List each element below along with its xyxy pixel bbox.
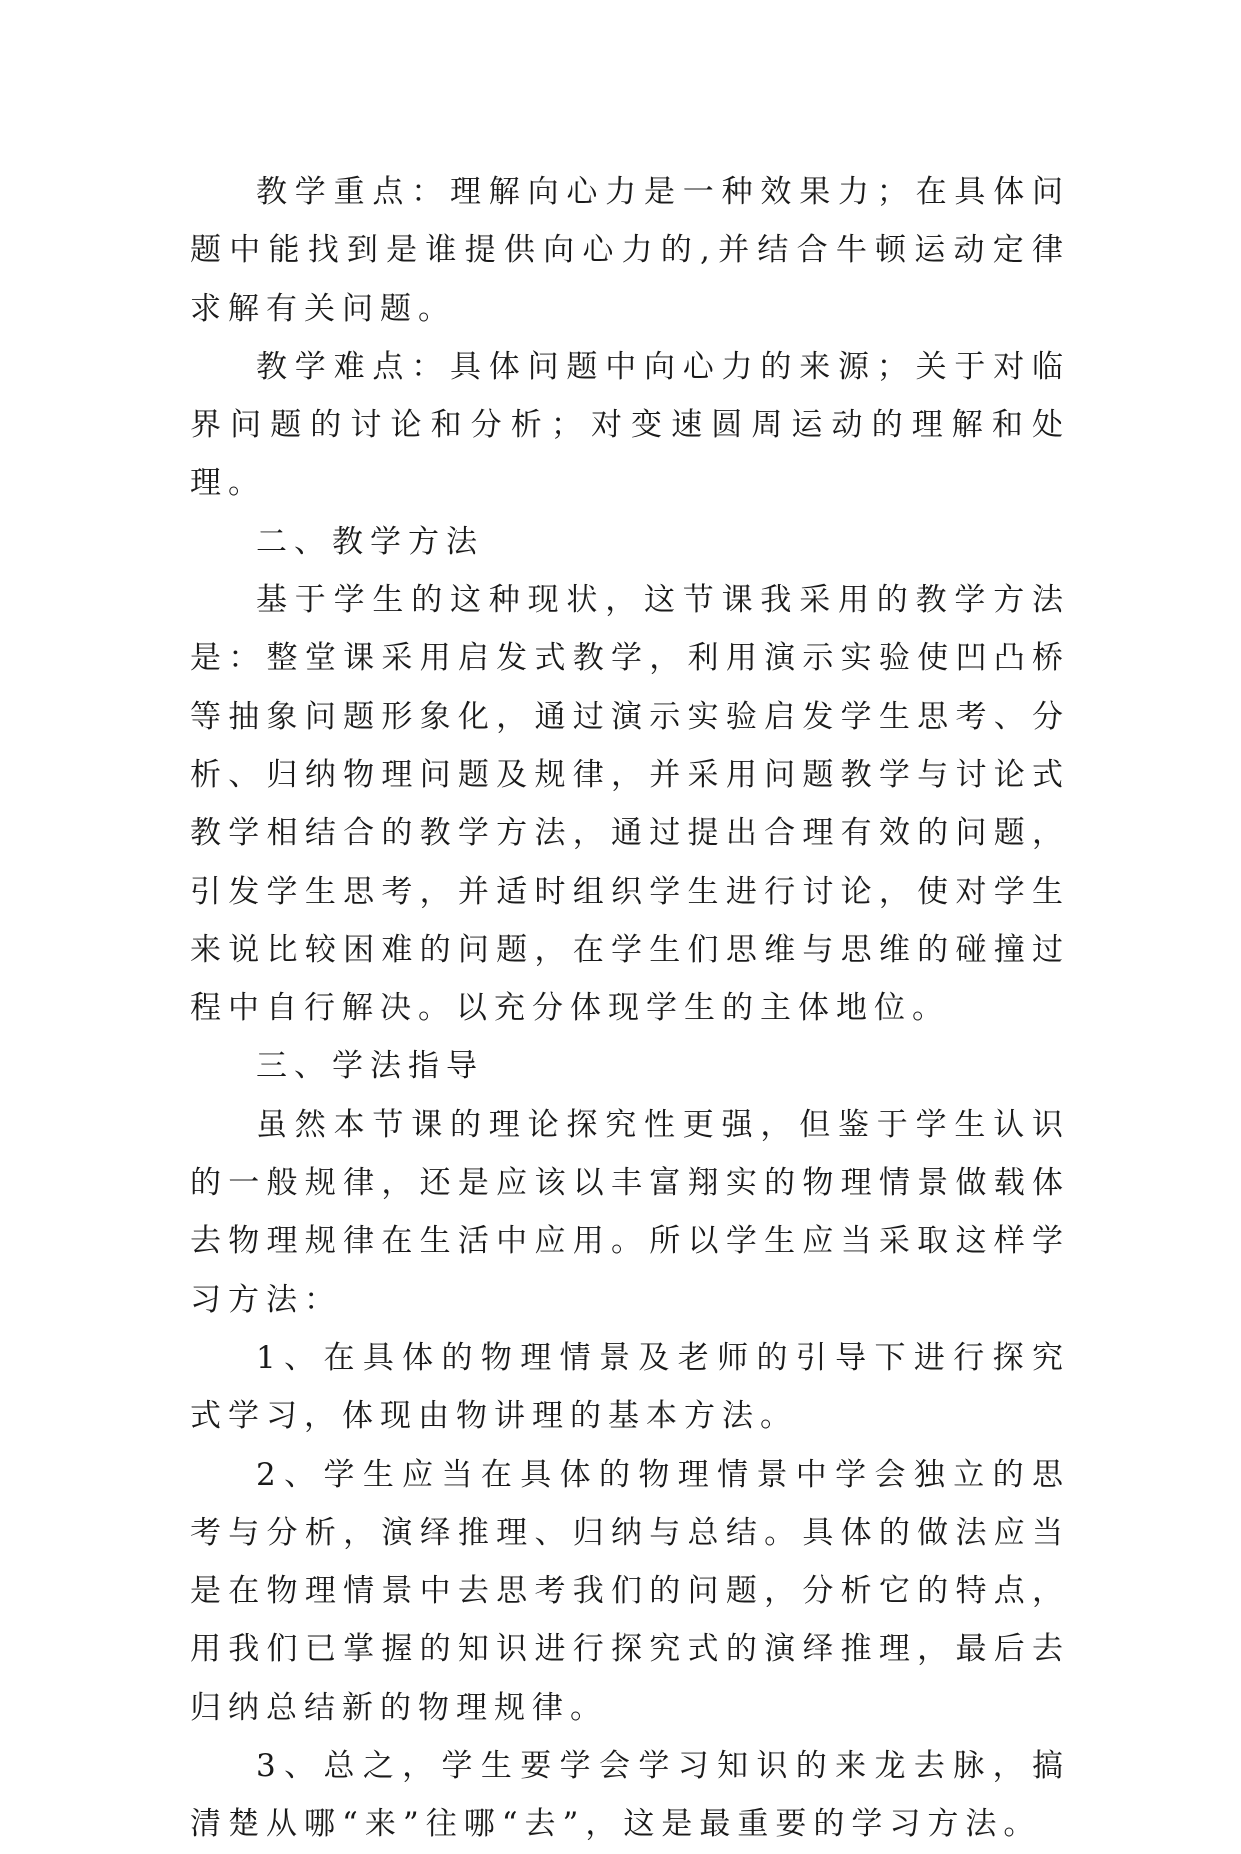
paragraph-teaching-method: 基于学生的这种现状，这节课我采用的教学方法是：整堂课采用启发式教学，利用演示实验使凹凸桥等抽象问题形象化，通过演示实验启发学生思考、分析、归纳物理问题及规律，并采用问题教学与讨论式教学相结合的教学方法，通过提出合理有效的问题，引发学生思考，并适时组织学生进行讨论，使对学生来说比较困难的问题，在学生们思维与思维的碰撞过程中自行解决。以充分体现学生的主体地位。 (190, 582, 1070, 1027)
paragraph-teaching-difficulty: 教学难点：具体问题中向心力的来源；关于对临界问题的讨论和分析；对变速圆周运动的理解和处理。 (190, 348, 1070, 502)
section-heading-study-guide: 三、学法指导 (256, 1048, 484, 1085)
list-item-2: 2、学生应当在具体的物理情景中学会独立的思考与分析，演绎推理、归纳与总结。具体的做法应当是在物理情景中去思考我们的问题，分析它的特点，用我们已掌握的知识进行探究式的演绎推理，最后去归纳总结新的物理规律。 (190, 1456, 1070, 1726)
paragraph-teaching-focus: 教学重点：理解向心力是一种效果力；在具体问题中能找到是谁提供向心力的,并结合牛顿运动定律求解有关问题。 (190, 174, 1070, 327)
document-body (190, 163, 1070, 1854)
list-item-3: 3、总之，学生要学会学习知识的来龙去脉，搞清楚从哪“来”往哪“去”，这是最重要的学习方法。 (190, 1748, 1070, 1843)
list-item-1: 1、在具体的物理情景及老师的引导下进行探究式学习，体现由物讲理的基本方法。 (190, 1339, 1070, 1435)
paragraph-study-guide: 虽然本节课的理论探究性更强，但鉴于学生认识的一般规律，还是应该以丰富翔实的物理情景做载体去物理规律在生活中应用。所以学生应当采取这样学习方法： (190, 1106, 1070, 1318)
section-heading-teaching-method: 二、教学方法 (256, 523, 484, 560)
